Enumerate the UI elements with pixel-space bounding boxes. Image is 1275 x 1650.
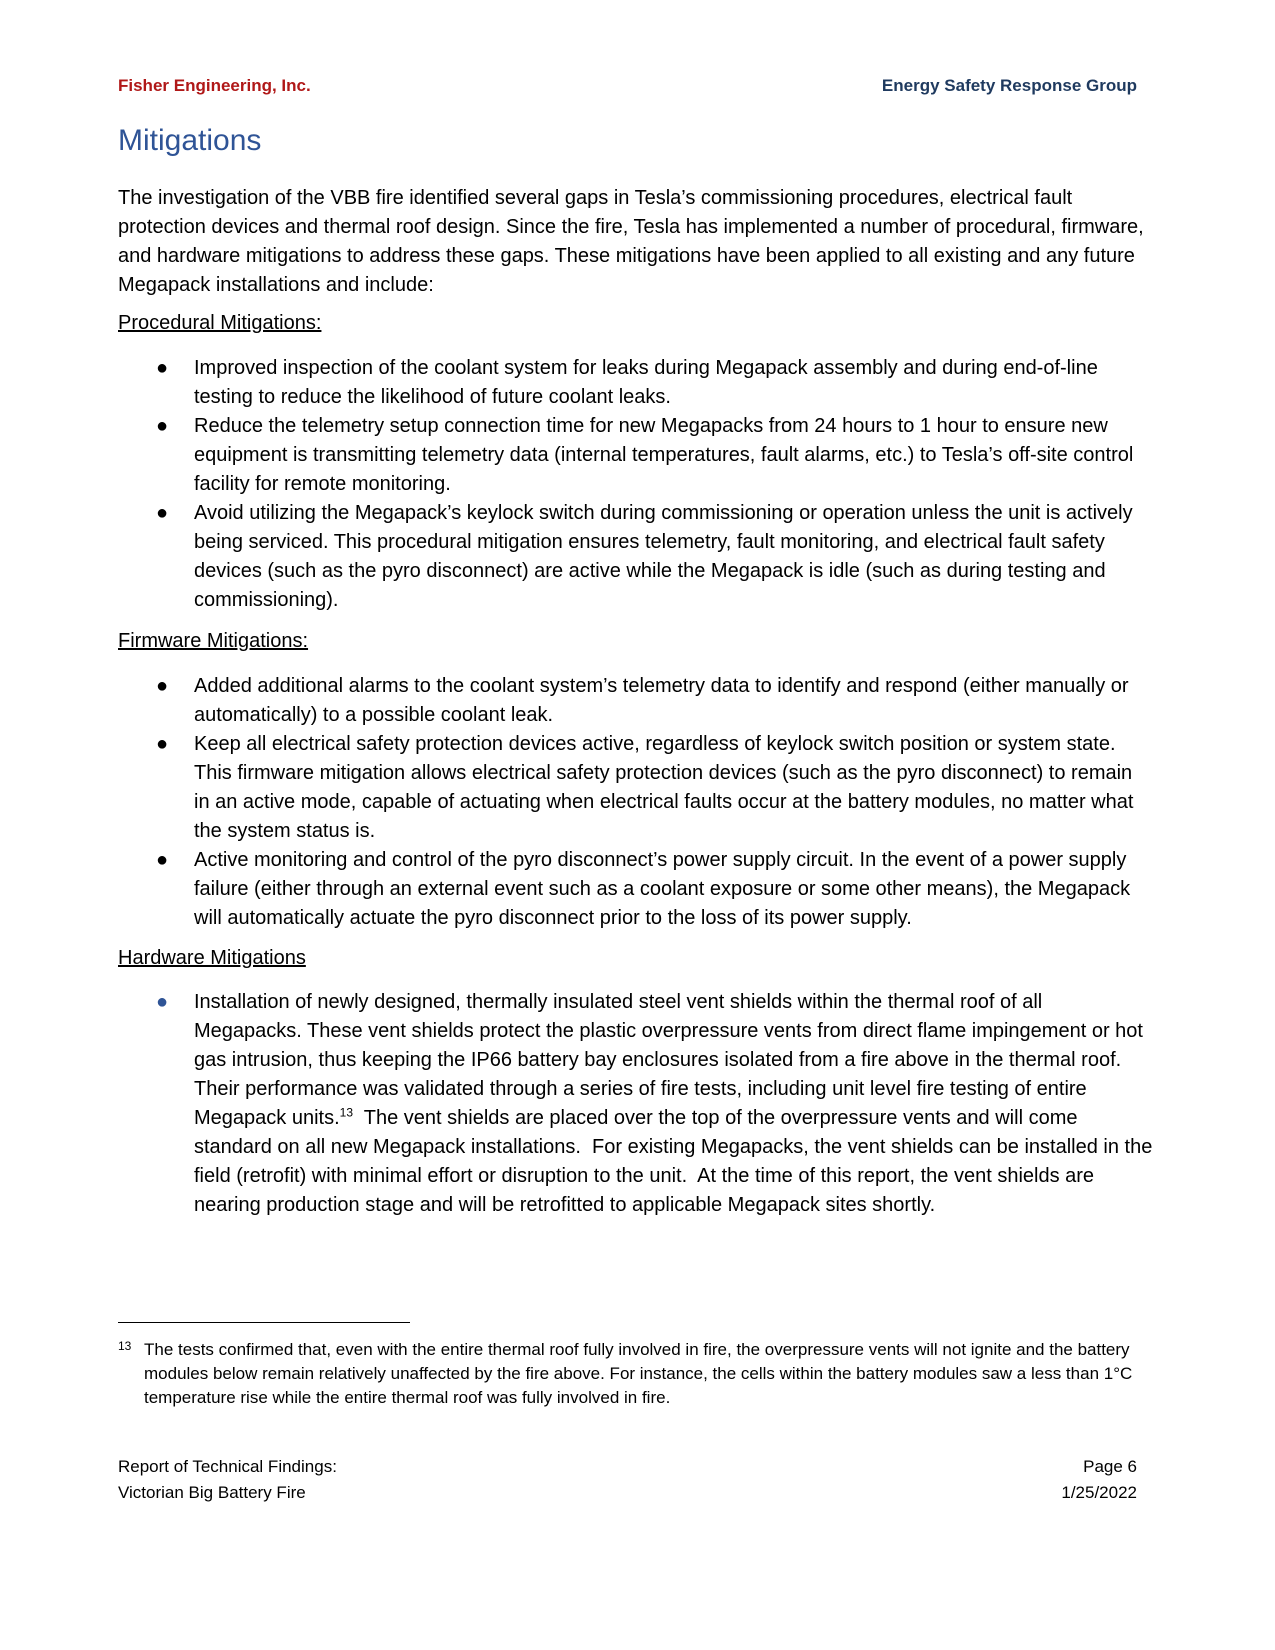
procedural-heading: Procedural Mitigations:	[118, 312, 322, 334]
bullet-icon: ●	[156, 415, 169, 437]
bullet-icon: ●	[156, 675, 169, 697]
footnote-reference[interactable]: 13	[339, 1105, 353, 1120]
list-item	[118, 730, 1153, 846]
header-company: Fisher Engineering, Inc.	[118, 76, 311, 95]
list-item	[118, 988, 1158, 1220]
footer-report-info	[118, 1454, 337, 1506]
bullet-icon: ●	[156, 357, 169, 379]
list-item-text: Improved inspection of the coolant system for leaks during Megapack assembly and during end-of-line testing to reduce the likelihood of future coolant leaks.	[194, 357, 1098, 408]
page-title: Mitigations	[118, 124, 262, 157]
footer-report-subtitle: Victorian Big Battery Fire	[118, 1483, 306, 1502]
footnote-number: 13	[118, 1339, 132, 1353]
list-item-text: Active monitoring and control of the pyro disconnect’s power supply circuit. In the event of a power supply failure (either through an external event such as a coolant exposure or some other means), the Megapack will automatically actuate the pyro disconnect prior to the loss of its power supply.	[194, 849, 1131, 929]
firmware-list	[118, 672, 1153, 933]
hardware-heading: Hardware Mitigations	[118, 947, 306, 969]
procedural-list	[118, 354, 1153, 615]
bullet-icon: ●	[156, 849, 169, 871]
footer-report-title: Report of Technical Findings:	[118, 1457, 337, 1476]
list-item-text-part1: Installation of newly designed, thermally insulated steel vent shields within the thermal roof of all Megapacks. These vent shields protect the plastic overpressure vents from direct flame impingement or hot gas intrusion, thus keeping the IP66 battery bay enclosures isolated from a fire above in the thermal roof. Their performance was validated through a series of fire tests, including unit level fire testing of entire Megapack units.	[194, 991, 1143, 1129]
list-item-text: Added additional alarms to the coolant system’s telemetry data to identify and respond (either manually or automatically) to a possible coolant leak.	[194, 675, 1129, 726]
bullet-icon: ●	[156, 502, 169, 524]
footnote-text: The tests confirmed that, even with the entire thermal roof fully involved in fire, the overpressure vents will not ignite and the battery modules below remain relatively unaffected by the fire above. For instance, the cells within the battery modules saw a less than 1°C temperature rise while the entire thermal roof was fully involved in fire.	[144, 1340, 1133, 1407]
list-item	[118, 354, 1153, 412]
header-group: Energy Safety Response Group	[881, 76, 1137, 95]
bullet-icon: ●	[156, 991, 169, 1013]
footnote	[118, 1338, 1158, 1410]
hardware-list	[118, 988, 1158, 1220]
list-item-text-part2: The vent shields are placed over the top of the overpressure vents and will come standard on all new Megapack installations. For existing Megapacks, the vent shields can be installed in the field (retrofit) with minimal effort or disruption to the unit. At the time of this report, the vent shields are nearing production stage and will be retrofitted to applicable Megapack sites shortly.	[194, 1107, 1158, 1216]
bullet-icon: ●	[156, 733, 169, 755]
list-item-text: Keep all electrical safety protection devices active, regardless of keylock switch position or system state. This firmware mitigation allows electrical safety protection devices (such as the pyro disconnect) to remain in an active mode, capable of actuating when electrical faults occur at the battery modules, no matter what the system status is.	[194, 733, 1134, 842]
intro-paragraph: The investigation of the VBB fire identified several gaps in Tesla’s commissioning procedures, electrical fault protection devices and thermal roof design. Since the fire, Tesla has implemented a number of procedural, firmware, and hardware mitigations to address these gaps. These mitigations have been applied to all existing and any future Megapack installations and include:	[118, 187, 1144, 296]
list-item	[118, 412, 1153, 499]
list-item	[118, 499, 1153, 615]
list-item-text: Reduce the telemetry setup connection time for new Megapacks from 24 hours to 1 hour to ensure new equipment is transmitting telemetry data (internal temperatures, fault alarms, etc.) to Tesla’s off-site control facility for remote monitoring.	[194, 415, 1134, 495]
list-item-text: Avoid utilizing the Megapack’s keylock switch during commissioning or operation unless the unit is actively being serviced. This procedural mitigation ensures telemetry, fault monitoring, and electrical fault safety devices (such as the pyro disconnect) are active while the Megapack is idle (such as during testing and commissioning).	[194, 502, 1133, 611]
firmware-heading: Firmware Mitigations:	[118, 630, 309, 652]
page-number: Page 6	[1083, 1457, 1137, 1476]
list-item	[118, 846, 1153, 933]
footer-page-info	[1061, 1454, 1137, 1506]
report-date: 1/25/2022	[1061, 1483, 1137, 1502]
list-item	[118, 672, 1153, 730]
footnote-divider	[118, 1322, 410, 1323]
